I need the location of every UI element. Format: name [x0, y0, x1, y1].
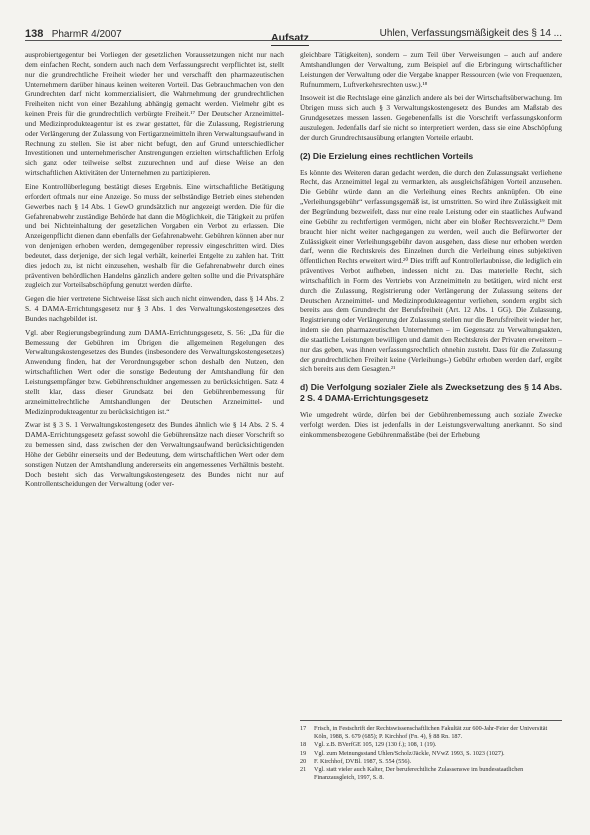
paragraph: Es könnte des Weiteren daran gedacht werden, die durch den Zulassungsakt verliehene Recht, das Arzneimittel legal zu vermarkten, als ausgleichsfähigen Vorteil anzusehen. Die Gebühr würde dann an die Verleihung eines Rechts anknüpfen. Ob eine „Verleihungsgebühr“ verfassungsgemäß ist, ist umstritten. So wird ihre Zulässigkeit mit der Begründung bezweifelt, dass nur eine reale Leistung oder ein staatliches Aufwand eine Gebühr zu rechtfertigen vermögen, nicht aber ein bloßer Rechtsverzicht.¹⁹ Dem braucht hier nicht weiter nachgegangen zu werden, weil auch die Befürworter der Zulässigkeit einer Verleihungsgebühr davon ausgehen, dass diese nur erhoben werden darf, wenn die Rechtskreis des Einzelnen durch die Verleihung eines subjektiven öffentlichen Rechts erweitert wird.²⁰ Dies trifft auf Kontrollerlaubnisse, die lediglich ein präventives Verbot aufheben, indessen nicht zu. Das materielle Recht, sich wirtschaftlich in Form des Vertriebs von Arzneimitteln zu betätigen, wird nicht erst durch die Zulassung, Registrierung oder Verlängerung der Zulassung seitens der Deutschen Arzneimittel- und Medizinprodukteagentur verliehen, sondern ergibt sich bereits aus dem Grundrecht der Berufsfreiheit (Art. 12 Abs. 1 GG). Die Zulassung, Registrierung oder Verlängerung der Zulassung stellen nur die Berufsfreiheit wieder her, indem sie den pharmazeutischen Unternehmen – im Gegensatz zu Verwaltungsakten, die staatliche Leistungen bewilligen und damit den Rechtskreis der Privaten erweitern – nur das geben, was ihnen verfassungsrechtlich ohnehin zusteht. Dass für die Zulassung der grundrechtlichen Freiheit keine (Verleihungs-) Gebühr erhoben werden darf, ergibt sich bereits aus dem Gesagten.²¹ — [300, 167, 562, 374]
footnotes — [300, 720, 562, 782]
footnote — [300, 725, 562, 741]
footnote-number: 20 — [300, 757, 307, 765]
page-header — [25, 28, 562, 48]
journal-name: PharmR 4/2007 — [51, 29, 122, 40]
section-label: Aufsatz — [271, 32, 309, 44]
footnote — [300, 741, 562, 749]
footnote-text: Vgl. statt vieler auch Kalter, Der beruferechtliche Zulassenswe im bundesstaatlichen Finanzausgleich, 1997, S. 8. — [314, 766, 524, 782]
paragraph: Vgl. aber Regierungsbegründung zum DAMA-Errichtungsgesetz, S. 56: „Da für die Bemessung der Gebühren im Übrigen die allgemeinen Regelungen des Verwaltungskostengesetzes des Bundes (insbesondere des Verwaltungskostengesetzes) Anwendung finden, hat der Verordnungsgeber schon deshalb den Nutzen, den wirtschaftlichen Wert oder die sonstige Bedeutung der Amtshandlung für den Leistungsempfänger bzw. Gebührenschuldner angemessen zu berücksichtigen. Satz 4 stellt klar, dass dieser Grundsatz bei den Gebührenbemessung für arzneimittelrechtliche Amtshandlungen der Deutschen Arzneimittel- und Medizinprodukteagentur zu berücksichtigen ist.“ — [25, 327, 284, 416]
footnote-number: 21 — [300, 766, 307, 774]
footnote-text: Vgl. z.B. BVerfGE 105, 129 (130 f.); 108, 1 (19). — [314, 741, 437, 749]
footnote-number: 17 — [300, 725, 307, 732]
paragraph: Gegen die hier vertretene Sichtweise lässt sich auch nicht einwenden, dass § 14 Abs. 2 S. 4 DAMA-Errichtungsgesetz nur § 3 Abs. 1 des Verwaltungskostengesetzes des Bundes nachgebildet ist. — [25, 294, 284, 323]
paragraph: Eine Kontrollüberlegung bestätigt dieses Ergebnis. Eine wirtschaftliche Betätigung erfordert oftmals nur eine Anzeige. So muss der selbständige Betrieb eines stehenden Gewerbes nach § 14 Abs. 1 GewO grundsätzlich nur angezeigt werden. Die für die Gefahrenabwehr zuständige Behörde hat dann die Möglichkeit, die Tätigkeit zu prüfen und bei Nichteinhaltung der gesetzlichen Vorgaben ein Verbot zu erlassen. Die Anzeigenpflicht dienen dann ebenfalls der Gefahrenabwehr. Gebühren können aber nur von denjenigen erhoben werden, demgegenüber repressiv eingeschritten wird. Dies bedeutet, dass derjenige, der sich legal verhält, keinerlei Entgelte zu zahlen hat. Tritt dies jedoch zu, ist nicht einzusehen, weshalb für die Gefahrenabwehr durch eines präventiven behördlichen Handelns gänzlich andere gelten sollte und die Privatsphäre zugleich zur Vorteilsabschöpfung genutzt werden dürfte. — [25, 181, 284, 290]
paragraph: Insoweit ist die Rechtslage eine gänzlich andere als bei der Wirtschaftsüberwachung. Im Übrigen muss sich auch § 3 Verwaltungskostengesetz des Bundes am Maßstab des Grundgesetzes messen lassen. Gegebenenfalls ist die Vorschrift verfassungskonform auszulegen. Jedenfalls darf sie nicht so interpretiert werden, dass sie eine Abschöpfung der durch Grundrechtsausübung erlangten Vorteile erlaubt. — [300, 93, 562, 142]
footnote-number: 19 — [300, 749, 307, 757]
page-number: 138 — [25, 28, 44, 40]
footnote-text: F. Kirchhof, DVBl. 1987, S. 554 (556). — [314, 757, 412, 765]
footnote-number: 18 — [300, 741, 307, 749]
header-rule — [25, 40, 562, 41]
footnote-text: Frisch, in Festschrift der Rechtswissenschaftlichen Fakultät zur 600-Jahr-Feier der Universität Köln, 1988, S. 679 (685); P. Kirchhof (Fn. 4), § 88 Rn. 187. — [314, 725, 548, 741]
header-left — [25, 28, 122, 40]
paragraph: Wie umgedreht würde, dürfen bei der Gebührenbemessung auch soziale Zwecke verfolgt werden. Dies ist jedenfalls in der Leistungsverwaltung anerkannt. So sind einkommensbezogene Gebührenmaßstäbe (bei der Erhebung — [300, 410, 562, 439]
paragraph: ausprobiertgegentur bei Vorliegen der gesetzlichen Voraussetzungen nicht nur nach dem einfachen Recht, sondern auch nach dem Verfassungsrecht verpflichtet ist, stellt nur die grundrechtliche Freiheit wieder her und verschafft den pharmazeutischen Unternehmern darüber hinaus keinen weiteren Vorteil. Das Gebrauchmachen von den Grundrechten darf nicht kommerzialisiert, die Wahrnehmung der grundrechtlichen Freiheiten nicht von einer Bezahlung abhängig gemacht werden. Vielmehr gibt es keinen Preis für die grundrechtlich verbürgte Freiheit.¹⁷ Der Deutscher Arzneimittel- und Medizinprodukteagentur ist es zwar gestattet, für die Zulassung, Registrierung oder Verlängerung der Zulassung von Fertigarzneimitteln ihren Verwaltungsaufwand in Rechnung zu stellen. Sie ist aber nicht befugt, den auf Grund unterschiedlicher Investitionen und unternehmerischer Anstrengungen erzielten wirtschaftlichen Erfolg sich ganz oder teilweise selbst zuzurechnen und auf diese Weise an den wirtschaftlichen Aktivitäten der Unternehmen zu partizipieren. — [25, 50, 284, 178]
footnote — [300, 750, 562, 758]
running-title: Uhlen, Verfassungsmäßigkeit des § 14 ... — [379, 28, 562, 39]
right-column — [300, 50, 562, 444]
footnote-text: Vgl. zum Meinungsstand Uhlen/Scholz/Jäckle, NVwZ 1993, S. 1023 (1027). — [314, 749, 505, 757]
paragraph: gleichbare Tätigkeiten), sondern – zum Teil über Verweisungen – auch auf andere Amtshandlungen der Verwaltung, zum Beispiel auf die Erbringung wirtschaftlicher Leistungen der Verwaltung oder die Vergabe knapper Ressourcen (wie von Frequenzen, Rufnummern, Luftverkehrsrechten usw.).¹⁸ — [300, 50, 562, 89]
footnote — [300, 758, 562, 766]
left-column — [25, 50, 284, 493]
section-heading: (2) Die Erzielung eines rechtlichen Vorteils — [300, 150, 474, 161]
paragraph: Zwar ist § 3 S. 1 Verwaltungskostengesetz des Bundes ähnlich wie § 14 Abs. 2 S. 4 DAMA-Errichtungsgesetz gefasst sowohl die Gebührensätze nach dieser Vorschrift so zu bemessen sind, dass zwischen der den Verwaltungsaufwand berücksichtigenden Höhe der Gebühr einerseits und der Bedeutung, dem wirtschaftlichen Wert oder dem sonstigen Nutzen der Amtshandlung andererseits ein angemessenes Verhältnis besteht. Doch besteht sich das Verwaltungskostengesetz des Bundes nicht nur auf Kontrollentscheidungen der Verwaltung (oder ver- — [25, 420, 284, 489]
footnote — [300, 766, 562, 782]
section-heading: d) Die Verfolgung sozialer Ziele als Zwecksetzung des § 14 Abs. 2 S. 4 DAMA-Errichtungsgesetz — [300, 382, 562, 404]
